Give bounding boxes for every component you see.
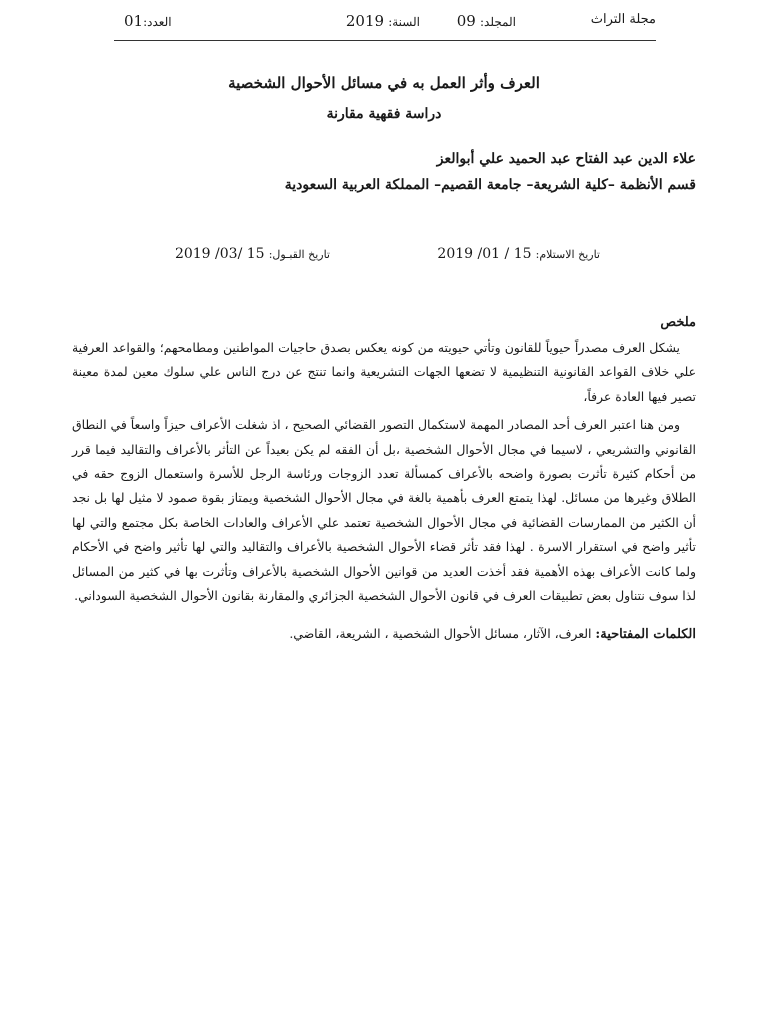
author-name: علاء الدين عبد الفتاح عبد الحميد علي أبوالعز xyxy=(436,151,696,167)
year-label: السنة: xyxy=(388,15,420,29)
paper-title: العرف وأثر العمل به في مسائل الأحوال الشخصية xyxy=(228,74,540,92)
running-header xyxy=(114,8,656,41)
abstract-paragraph: يشكل العرف مصدراً حيوياً للقانون وتأتي حيويته من كونه يعكس بصدق حاجيات المواطنين ومطامحهم؛ والقواعد العرفية علي خلاف القواعد القانونية التنظيمية لا تضعها الجهات التشريعية وانما تنتج عن درج الناس علي سلوك معين لمدة معينة تصير فيها العادة عرفاً، xyxy=(72,340,696,404)
keywords-label: الكلمات المفتاحية: xyxy=(595,627,696,643)
journal-name: مجلة التراث xyxy=(590,12,656,27)
year-info xyxy=(346,12,420,30)
abstract-paragraph: ومن هنا اعتبر العرف أحد المصادر المهمة لاستكمال التصور القضائي الصحيح ، اذ شغلت الأعراف حيزاً واسعاً في النطاق القانوني والتشريعي ، لاسيما في مجال الأحوال الشخصية ،بل أن الفقه لم يكن بعيداً عن التأثر بالأعراف والتقاليد فيما قرر من أحكام كثيرة تأثرت بصورة واضحه بالأعراف كمسألة تعدد الزوجات ورئاسة الرجل للأسرة واستعمال الزوج حقه في الطلاق وغيرها من مسائل. لهذا يتمتع العرف بأهمية بالغة في مجال الأحوال الشخصية ويمتاز بقوة صمود لا مثيل لها بل نجد أن الكثير من الممارسات القضائية في مجال الأحوال الشخصية تعتمد علي الأعراف والعادات الخاصة بكل مجتمع والتي لها تأثير واضح في استقرار الاسرة . لهذا فقد تأثر قضاء الأحوال الشخصية بالأعراف والتقاليد والتي لها تأثير واضح في الأحكام ولما كانت الأعراف بهذه الأهمية فقد أخذت العديد من قوانين الأحوال الشخصية بالأعراف وتأثرت بها في كثير من المسائل لذا سوف نتناول بعض تطبيقات العرف في قانون الأحوال الشخصية الجزائري والمقارنة بقانون الأحوال الشخصية السوداني. xyxy=(72,417,696,604)
abstract-heading: ملخص xyxy=(660,315,696,330)
volume-label: المجلد: xyxy=(480,15,516,29)
author-block xyxy=(76,146,696,198)
received-date-value: 15 / 01/ 2019 xyxy=(437,246,532,262)
year-value: 2019 xyxy=(345,12,385,30)
accepted-date xyxy=(175,246,330,262)
keywords-line xyxy=(72,622,696,647)
issue-value: 01 xyxy=(124,12,144,30)
issue-label: العدد: xyxy=(143,15,172,29)
received-date-label: تاريخ الاستلام: xyxy=(535,248,600,261)
volume-value: 09 xyxy=(456,12,476,30)
keywords-value: العرف، الآثار، مسائل الأحوال الشخصية ، الشريعة، القاضي. xyxy=(289,626,592,642)
title-block xyxy=(80,72,688,124)
paper-subtitle: دراسة فقهية مقارنة xyxy=(326,106,442,122)
accepted-date-value: 15 /03/ 2019 xyxy=(174,246,265,262)
abstract-section xyxy=(72,314,696,647)
author-affiliation: قسم الأنظمة –كلية الشريعة– جامعة القصيم– المملكة العربية السعودية xyxy=(284,177,696,193)
received-date xyxy=(437,246,600,262)
issue-info xyxy=(124,12,172,30)
dates-row xyxy=(100,246,600,270)
accepted-date-label: تاريخ القبـول: xyxy=(268,248,330,261)
volume-info xyxy=(457,12,516,30)
